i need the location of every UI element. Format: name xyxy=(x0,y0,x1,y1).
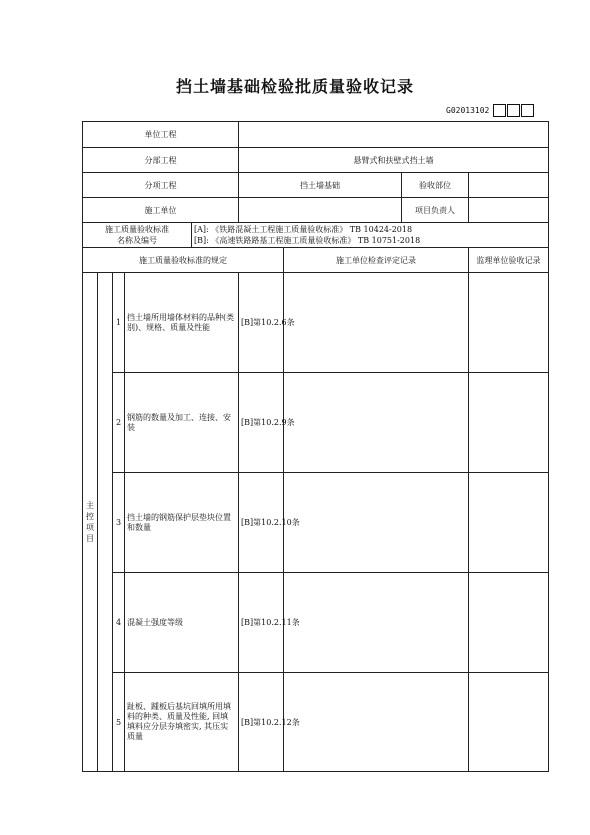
form-code: G02013102 xyxy=(446,105,490,115)
page-title: 挡土墙基础检验批质量验收记录 xyxy=(175,77,414,96)
row-column-headers xyxy=(83,248,549,273)
row-standard xyxy=(83,223,549,248)
row-division xyxy=(83,148,549,173)
subdivision-label: 分项工程 xyxy=(83,173,239,198)
standard-label xyxy=(83,223,192,248)
rules-column-header: 施工质量验收标准的规定 xyxy=(83,248,284,273)
project-manager-value[interactable] xyxy=(469,198,549,223)
blank-subcategory-cell xyxy=(98,273,113,772)
contractor-record-cell[interactable] xyxy=(284,373,469,473)
item-description: 趾板、踵板后基坑回填所用填料的种类、质量及性能, 回填填料应分层夯填密实, 其压实质量 xyxy=(125,673,239,772)
item-description: 钢筋的数量及加工、连接、安装 xyxy=(125,373,239,473)
item-number: 1 xyxy=(113,273,125,373)
item-description: 挡土墙的钢筋保护层垫块位置和数量 xyxy=(125,473,239,573)
row-unit-project xyxy=(83,122,549,148)
serial-box-3[interactable] xyxy=(521,104,534,117)
serial-box-1[interactable] xyxy=(493,104,506,117)
construction-unit-value[interactable] xyxy=(239,198,402,223)
standard-label-line2: 名称及编号 xyxy=(117,236,157,245)
contractor-record-cell[interactable] xyxy=(284,573,469,673)
division-label: 分部工程 xyxy=(83,148,239,173)
contractor-record-cell[interactable] xyxy=(284,273,469,373)
unit-project-value[interactable] xyxy=(239,122,549,148)
contractor-record-column-header: 施工单位检查评定记录 xyxy=(284,248,469,273)
project-manager-label: 项目负责人 xyxy=(402,198,469,223)
item-description: 混凝土强度等级 xyxy=(125,573,239,673)
standard-a: [A]: 《铁路混凝土工程施工质量验收标准》 TB 10424-2018 xyxy=(194,225,413,234)
table-row xyxy=(83,573,549,673)
standard-label-line1: 施工质量验收标准 xyxy=(105,225,169,234)
division-value[interactable]: 悬臂式和扶壁式挡土墙 xyxy=(239,148,549,173)
item-clause-reference: [B]第10.2.11条 xyxy=(239,573,284,673)
subdivision-value[interactable]: 挡土墙基础 xyxy=(239,173,402,198)
standard-b: [B]: 《高速铁路路基工程施工质量验收标准》 TB 10751-2018 xyxy=(194,236,421,245)
main-control-category xyxy=(83,273,98,772)
standard-list xyxy=(192,223,549,248)
row-construction-unit xyxy=(83,198,549,223)
table-row xyxy=(83,673,549,772)
category-label: 主 控 项 目 xyxy=(86,501,94,543)
item-number: 3 xyxy=(113,473,125,573)
item-number: 5 xyxy=(113,673,125,772)
acceptance-form-table xyxy=(82,121,549,772)
item-description: 挡土墙所用墙体材料的品种(类别)、规格、质量及性能 xyxy=(125,273,239,373)
supervisor-record-cell[interactable] xyxy=(469,573,549,673)
item-clause-reference: [B]第10.2.9条 xyxy=(239,373,284,473)
supervisor-record-column-header: 监理单位验收记录 xyxy=(469,248,549,273)
unit-project-label: 单位工程 xyxy=(83,122,239,148)
contractor-record-cell[interactable] xyxy=(284,673,469,772)
supervisor-record-cell[interactable] xyxy=(469,273,549,373)
construction-unit-label: 施工单位 xyxy=(83,198,239,223)
item-clause-reference: [B]第10.2.12条 xyxy=(239,673,284,772)
table-row xyxy=(83,373,549,473)
acceptance-part-label: 验收部位 xyxy=(402,173,469,198)
serial-box-2[interactable] xyxy=(507,104,520,117)
table-row xyxy=(83,473,549,573)
item-clause-reference: [B]第10.2.10条 xyxy=(239,473,284,573)
supervisor-record-cell[interactable] xyxy=(469,473,549,573)
supervisor-record-cell[interactable] xyxy=(469,373,549,473)
form-code-area xyxy=(446,102,534,118)
contractor-record-cell[interactable] xyxy=(284,473,469,573)
supervisor-record-cell[interactable] xyxy=(469,673,549,772)
item-number: 2 xyxy=(113,373,125,473)
item-clause-reference: [B]第10.2.6条 xyxy=(239,273,284,373)
row-subdivision xyxy=(83,173,549,198)
acceptance-part-value[interactable] xyxy=(469,173,549,198)
table-row xyxy=(83,273,549,373)
item-number: 4 xyxy=(113,573,125,673)
